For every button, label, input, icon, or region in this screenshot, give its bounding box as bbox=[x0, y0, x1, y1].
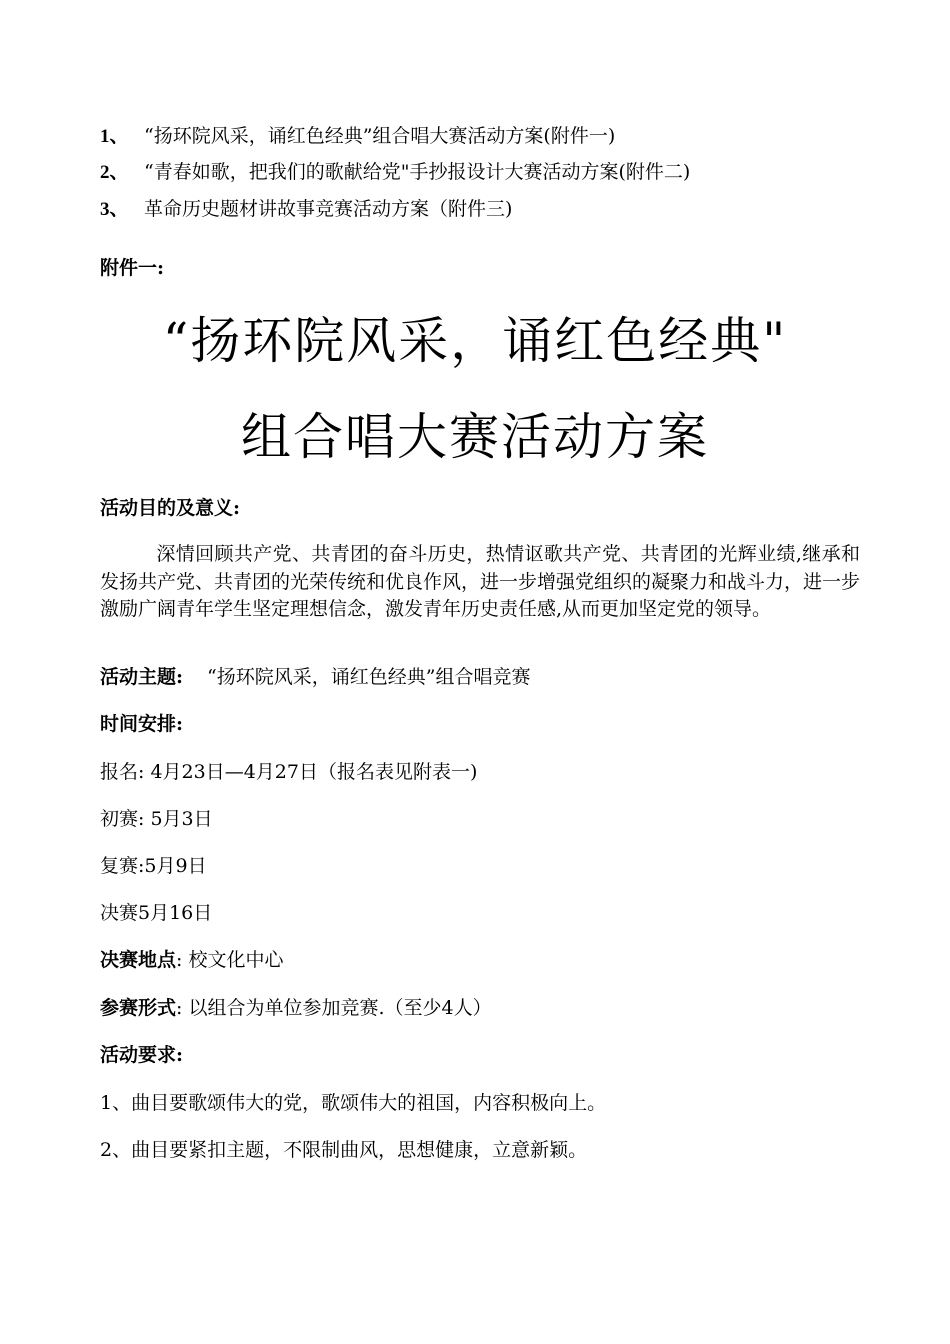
venue-text: : 校文化中心 bbox=[176, 949, 284, 971]
format-line bbox=[100, 996, 492, 1020]
venue-line bbox=[100, 948, 283, 972]
requirement-item: 2、曲目要紧扣主题，不限制曲风，思想健康，立意新颖。 bbox=[100, 1139, 588, 1161]
schedule-item: 报名: 4月23日—4月27日（报名表见附表一) bbox=[100, 761, 478, 783]
requirement-item: 1、曲目要歌颂伟大的党，歌颂伟大的祖国，内容积极向上。 bbox=[100, 1092, 607, 1114]
purpose-text: 深情回顾共产党、共青团的奋斗历史，热情讴歌共产党、共青团的光辉业绩,继承和发扬共产党、共青团的光荣传统和优良作风，进一步增强党组织的凝聚力和战斗力，进一步激励广阔青年学生坚定理想信念，激发青年历史责任感,从而更加坚定党的领导。 bbox=[100, 543, 861, 620]
format-heading: 参赛形式 bbox=[100, 997, 177, 1019]
theme-text: “扬环院风采，诵红色经典”组合唱竞赛 bbox=[207, 666, 531, 688]
requirements-heading: 活动要求: bbox=[100, 1044, 184, 1066]
title-line-1: “扬环院风采，诵红色经典" bbox=[162, 312, 788, 370]
toc-item-3 bbox=[100, 197, 512, 222]
attachment-label: 附件一: bbox=[100, 257, 165, 279]
toc-number: 3、 bbox=[100, 199, 129, 220]
purpose-heading: 活动目的及意义: bbox=[100, 497, 241, 519]
toc-item-1 bbox=[100, 124, 615, 149]
theme-heading: 活动主题: bbox=[100, 666, 184, 688]
theme-line bbox=[100, 665, 530, 689]
toc-number: 2、 bbox=[100, 162, 129, 183]
toc-number: 1、 bbox=[100, 126, 129, 147]
purpose-paragraph bbox=[100, 541, 860, 624]
schedule-heading: 时间安排: bbox=[100, 713, 184, 735]
schedule-item: 初赛: 5月3日 bbox=[100, 808, 213, 830]
toc-text: “青春如歌，把我们的歌献给党"手抄报设计大赛活动方案(附件二) bbox=[144, 161, 691, 183]
schedule-item: 决赛5月16日 bbox=[100, 902, 213, 924]
toc-item-2 bbox=[100, 160, 690, 185]
title-line-2: 组合唱大赛活动方案 bbox=[241, 408, 709, 466]
toc-text: 革命历史题材讲故事竞赛活动方案（附件三) bbox=[144, 198, 513, 220]
schedule-item: 复赛:5月9日 bbox=[100, 855, 207, 877]
toc-text: “扬环院风采，诵红色经典”组合唱大赛活动方案(附件一) bbox=[144, 125, 616, 147]
format-text: : 以组合为单位参加竞赛.（至少4人） bbox=[176, 997, 492, 1019]
venue-heading: 决赛地点 bbox=[100, 949, 177, 971]
